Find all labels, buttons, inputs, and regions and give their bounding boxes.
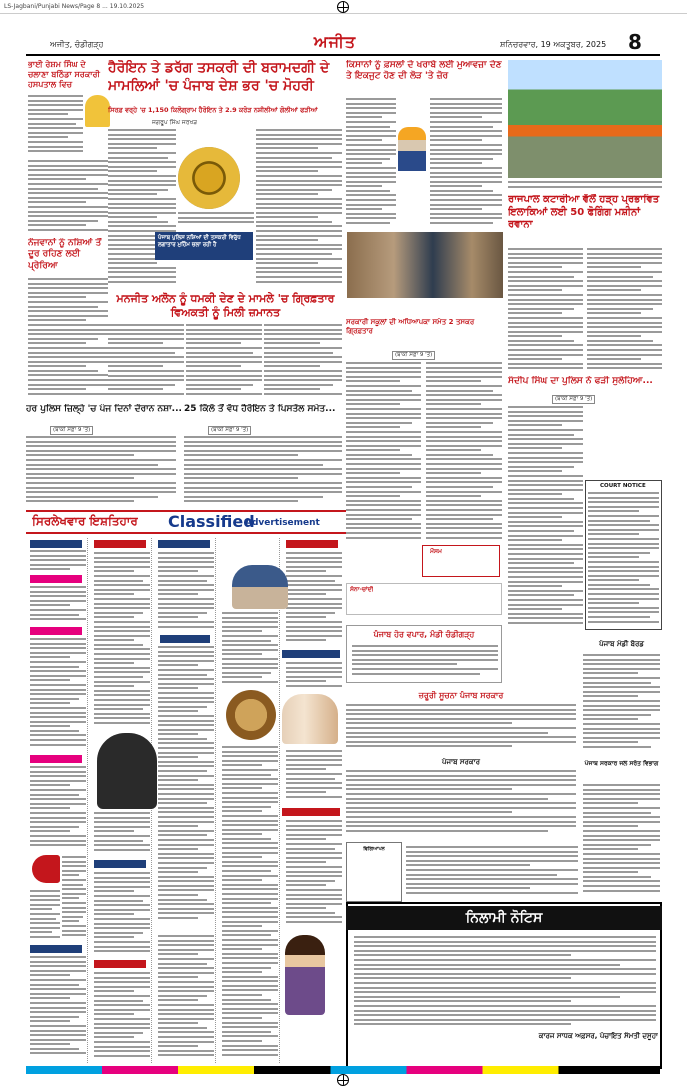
water-department-title: ਪੰਜਾਬ ਸਰਕਾਰ ਜਲ ਸਰੋਤ ਵਿਭਾਗ — [584, 760, 659, 767]
article-body — [264, 324, 342, 402]
strap-headline-1: ਹਰ ਪੁਲਿਸ ਜ਼ਿਲ੍ਹੇ 'ਚ ਪੰਜ ਦਿਨਾਂ ਦੌਰਾਨ ਨਸ਼ਾ... — [26, 404, 182, 414]
auction-notice-body — [354, 936, 656, 1028]
classified-ad — [30, 890, 60, 942]
article-body — [28, 278, 108, 402]
court-notice-title: COURT NOTICE — [600, 483, 646, 489]
left-headline-1: ਭਾਈ ਰੇਸ਼ਮ ਸਿੰਘ ਦੇ ਚਲਾਣਾ ਬਠਿੰਡਾ ਸਰਕਾਰੀ ਹਸਪਤਾਲ ਵਿਚ — [28, 60, 100, 89]
classified-header — [94, 860, 146, 868]
classified-ad — [94, 552, 150, 730]
classified-ad — [94, 872, 150, 956]
right-headline-1: ਰਾਜਪਾਲ ਕਟਾਰੀਆ ਵੱਲੋਂ ਹੜ੍ਹ ਪ੍ਰਭਾਵਿਤ ਇਲਾਕਿਆਂ ਲਈ 50 ਫੋਗਿੰਗ ਮਸ਼ੀਨਾਂ ਰਵਾਨਾ — [508, 194, 660, 230]
government-notice-title: ਜ਼ਰੂਰੀ ਸੂਚਨਾ ਪੰਜਾਬ ਸਰਕਾਰ — [418, 691, 504, 700]
print-slug: LS-Jagbani/Punjabi News/Page 8 ... 19.10.2025 — [0, 0, 687, 14]
classified-ad — [30, 550, 86, 574]
ad-photo — [226, 690, 276, 740]
middle-headline-1: ਕਿਸਾਨਾਂ ਨੂੰ ਫ਼ਸਲਾਂ ਦੇ ਖਰਾਬੇ ਲਈ ਮੁਆਵਜ਼ਾ ਦੇਣ ਤੇ ਇਕਜੁਟ ਹੋਣ ਦੀ ਲੋੜ 'ਤੇ ਜ਼ੋਰ — [346, 60, 502, 82]
classified-ad — [222, 612, 278, 686]
government-notice-body — [346, 704, 576, 754]
article-body — [108, 324, 184, 402]
continued-tag: (ਬਾਕੀ ਸਫ਼ਾ 9 'ਤੇ) — [392, 351, 435, 360]
classified-header — [30, 575, 82, 583]
classified-header — [158, 540, 210, 548]
photo-caption — [508, 181, 662, 193]
mandi-board-body — [583, 654, 660, 754]
chair-photo — [97, 733, 157, 809]
article-body — [430, 98, 502, 228]
article-body — [186, 324, 262, 402]
article-body — [346, 98, 396, 228]
masthead-date: ਸ਼ਨਿਚਰਵਾਰ, 19 ਅਕਤੂਬਰ, 2025 — [500, 40, 607, 49]
classified-ad — [30, 586, 86, 624]
article-body — [28, 160, 108, 235]
classified-header — [30, 755, 82, 763]
government-tender-title: ਪੰਜਾਬ ਸਰਕਾਰ — [441, 758, 480, 766]
classified-ad — [286, 662, 342, 692]
classified-header — [30, 945, 82, 953]
article-body — [178, 212, 254, 230]
classified-header — [94, 960, 146, 968]
classified-ad — [286, 750, 342, 804]
megaphone-icon — [32, 855, 60, 883]
classified-title-punjabi: ਸਿਰਲੇਖਵਾਰ ਇਸ਼ਤਿਹਾਰ — [32, 514, 138, 528]
continued-tag: (ਬਾਕੀ ਸਫ਼ਾ 9 'ਤੇ) — [552, 395, 595, 404]
highlight-box: ਪੰਜਾਬ ਪੁਲਿਸ ਨਸ਼ਿਆਂ ਦੀ ਤਸਕਰੀ ਵਿਰੁੱਧ ਲਗਾਤਾਰ ਮੁਹਿੰਮ ਚਲਾ ਰਹੀ ਹੈ — [155, 232, 253, 260]
second-headline: ਮਨਜੀਤ ਅਲੋਨ ਨੂੰ ਧਮਕੀ ਦੇਣ ਦੇ ਮਾਮਲੇ 'ਚ ਗ੍ਰਿਫ਼ਤਾਰ ਵਿਅਕਤੀ ਨੂੰ ਮਿਲੀ ਜ਼ਮਾਨਤ — [116, 292, 335, 319]
article-body — [108, 129, 176, 289]
article-body — [28, 95, 83, 155]
strap-headline-2: 25 ਕਿੱਲੋ ਤੋਂ ਵੱਧ ਹੈਰੋਇਨ ਤੇ ਪਿਸਤੌਲ ਸਮੇਤ... — [184, 404, 336, 414]
gold-rates-label: ਸੋਨਾ-ਚਾਂਦੀ — [350, 586, 374, 593]
classified-header — [282, 650, 340, 658]
classified-ad — [94, 812, 150, 856]
classified-ad — [158, 935, 214, 1060]
classified-ad — [286, 552, 342, 646]
government-tender-body — [346, 770, 576, 838]
newspaper-logo: ਅਜੀਤ — [313, 32, 357, 51]
registration-mark-icon — [337, 1, 349, 13]
classified-header — [160, 635, 210, 643]
auction-notice-title: ਨਿਲਾਮੀ ਨੋਟਿਸ — [346, 906, 662, 930]
model-photo — [285, 935, 325, 1015]
mandi-board-title: ਪੰਜਾਬ ਮੰਡੀ ਬੋਰਡ — [599, 640, 644, 648]
middle-headline-2: ਸਰਕਾਰੀ ਸਕੂਲਾਂ ਦੀ ਅਧਿਆਪਕਾ ਸਮੇਤ 2 ਤਸਕਰ ਗ੍ਰਿਫ਼ਤਾਰ — [346, 318, 475, 335]
article-body — [508, 248, 583, 373]
continued-tag: (ਬਾਕੀ ਸਫ਼ਾ 9 'ਤੇ) — [208, 426, 251, 435]
classified-ad — [30, 638, 86, 750]
page-number: 8 — [628, 30, 642, 54]
classified-header — [30, 540, 82, 548]
people-photo — [232, 565, 288, 609]
classified-ad — [222, 746, 278, 1060]
classified-ad — [30, 956, 86, 1060]
classified-ad — [158, 646, 214, 926]
portrait-photo — [398, 127, 426, 171]
classified-header — [286, 540, 338, 548]
article-body — [26, 436, 176, 506]
lead-headline: ਹੈਰੋਇਨ ਤੇ ਡਰੱਗ ਤਸਕਰੀ ਦੀ ਬਰਾਮਦਗੀ ਦੇ ਮਾਮਲਿਆਂ 'ਚ ਪੰਜਾਬ ਦੇਸ਼ ਭਰ 'ਚ ਮੋਹਰੀ — [108, 60, 330, 94]
notice-body — [406, 846, 578, 898]
classified-header — [282, 808, 340, 816]
lead-subheadline: ਸਿਰਫ਼ ਵਰ੍ਹੇ 'ਚ 1,150 ਕਿਲੋਗ੍ਰਾਮ ਹੈਰੋਇਨ ਤੇ 2.9 ਕਰੋੜ ਨਸ਼ੀਲੀਆਂ ਗੋਲੀਆਂ ਫੜੀਆਂ — [108, 106, 318, 114]
doctors-photo — [282, 694, 338, 744]
masthead-divider — [26, 54, 660, 56]
classified-header — [30, 627, 82, 635]
article-body — [508, 406, 583, 630]
lead-byline: ਜਗਰੂਪ ਸਿੰਘ ਜਰਖੜ — [152, 119, 198, 126]
article-body — [256, 129, 342, 289]
classified-ad — [62, 856, 86, 942]
registration-mark-icon — [337, 1074, 349, 1086]
classified-ad — [30, 766, 86, 852]
classified-ad — [94, 972, 150, 1060]
classified-ad — [286, 820, 342, 930]
public-notice-body — [352, 645, 498, 679]
advertisement-title: ਵਿਗਿਆਪਨ — [363, 846, 385, 852]
news-photo — [508, 60, 662, 178]
article-body — [184, 436, 342, 506]
masthead-city: ਅਜੀਤ, ਚੰਡੀਗੜ੍ਹ — [50, 40, 104, 49]
classified-subtitle: Advertisement — [245, 518, 320, 528]
article-body — [426, 362, 502, 542]
classified-ad — [158, 552, 214, 632]
classified-title: Classified — [168, 512, 255, 531]
court-notice-body — [588, 492, 659, 626]
police-badge-icon — [178, 147, 240, 209]
auction-signature: ਕਾਰਜ ਸਾਧਕ ਅਫ਼ਸਰ, ਪੰਚਾਇਤ ਸੰਮਤੀ ਦਸੂਹਾ — [538, 1032, 658, 1040]
article-body — [587, 248, 662, 373]
public-notice-title: ਪੰਜਾਬ ਹੋਰ ਵਪਾਰ, ਮੰਡੀ ਚੰਡੀਗੜ੍ਹ — [373, 630, 475, 639]
article-body — [346, 362, 421, 542]
right-headline-2: ਸੰਦੀਪ ਸਿੰਘ ਦਾ ਪੁਲਿਸ ਨੇ ਫੜੀ ਸੁਲੇਹਿਆ... — [508, 376, 653, 386]
classified-header — [94, 540, 146, 548]
weather-label: ਮੌਸਮ — [430, 548, 442, 555]
water-department-body — [583, 784, 660, 898]
continued-tag: (ਬਾਕੀ ਸਫ਼ਾ 9 'ਤੇ) — [50, 426, 93, 435]
portrait-photo — [85, 95, 110, 127]
print-color-bar — [26, 1066, 660, 1074]
left-headline-2: ਨੌਜਵਾਨਾਂ ਨੂੰ ਨਸ਼ਿਆਂ ਤੋਂ ਦੂਰ ਰਹਿਣ ਲਈ ਪ੍ਰੇਰਿਆ — [28, 238, 102, 271]
news-photo — [347, 232, 503, 298]
